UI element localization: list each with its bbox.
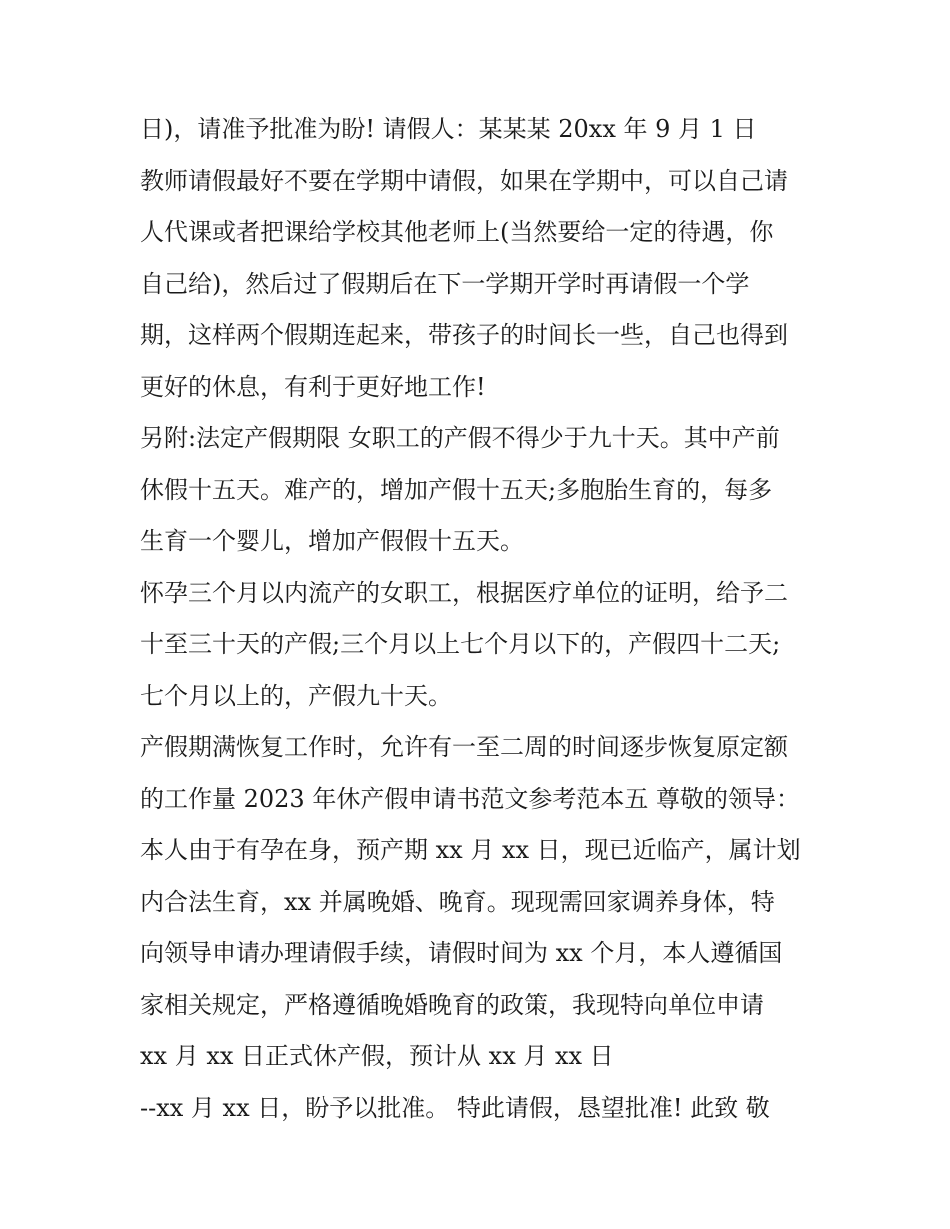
text-line: 自己给)，然后过了假期后在下一学期开学时再请假一个学 (140, 269, 750, 298)
text-line: 休假十五天。难产的，增加产假十五天;多胞胎生育的，每多 (140, 475, 773, 504)
text-line: 另附:法定产假期限 女职工的产假不得少于九十天。其中产前 (140, 424, 780, 452)
text-line: 十至三十天的产假;三个月以上七个月以下的，产假四十二天; (140, 630, 781, 658)
text-line: 本人由于有孕在身，预产期 xx 月 xx 日，现已近临产，属计划 (140, 836, 801, 864)
text-line: 怀孕三个月以内流产的女职工，根据医疗单位的证明，给予二 (140, 578, 788, 607)
text-line: 家相关规定，严格遵循晚婚晚育的政策，我现特向单位申请 (140, 990, 764, 1019)
text-line: --xx 月 xx 日，盼予以批准。 特此请假，恳望批准! 此致 敬 (140, 1093, 770, 1122)
text-line: 生育一个婴儿，增加产假假十五天。 (140, 527, 524, 555)
text-line: 期，这样两个假期连起来，带孩子的时间长一些，自己也得到 (140, 321, 788, 349)
text-line: 七个月以上的，产假九十天。 (140, 681, 452, 710)
text-line: 内合法生育，xx 并属晚婚、晚育。现现需回家调养身体，特 (140, 887, 775, 916)
text-line: 人代课或者把课给学校其他老师上(当然要给一定的待遇，你 (140, 218, 774, 246)
text-line: 的工作量 2023 年休产假申请书范文参考范本五 尊敬的领导： (140, 784, 800, 813)
text-line: 产假期满恢复工作时，允许有一至二周的时间逐步恢复原定额 (140, 733, 788, 761)
text-line: 日)，请准予批准为盼! 请假人：某某某 20xx 年 9 月 1 日 (140, 115, 757, 143)
text-line: 教师请假最好不要在学期中请假，如果在学期中，可以自己请 (140, 166, 788, 195)
text-line: 更好的休息，有利于更好地工作! (140, 372, 486, 401)
document-body (140, 104, 830, 1134)
text-line: xx 月 xx 日正式休产假，预计从 xx 月 xx 日 (140, 1042, 614, 1070)
text-line: 向领导申请办理请假手续，请假时间为 xx 个月，本人遵循国 (140, 939, 783, 967)
